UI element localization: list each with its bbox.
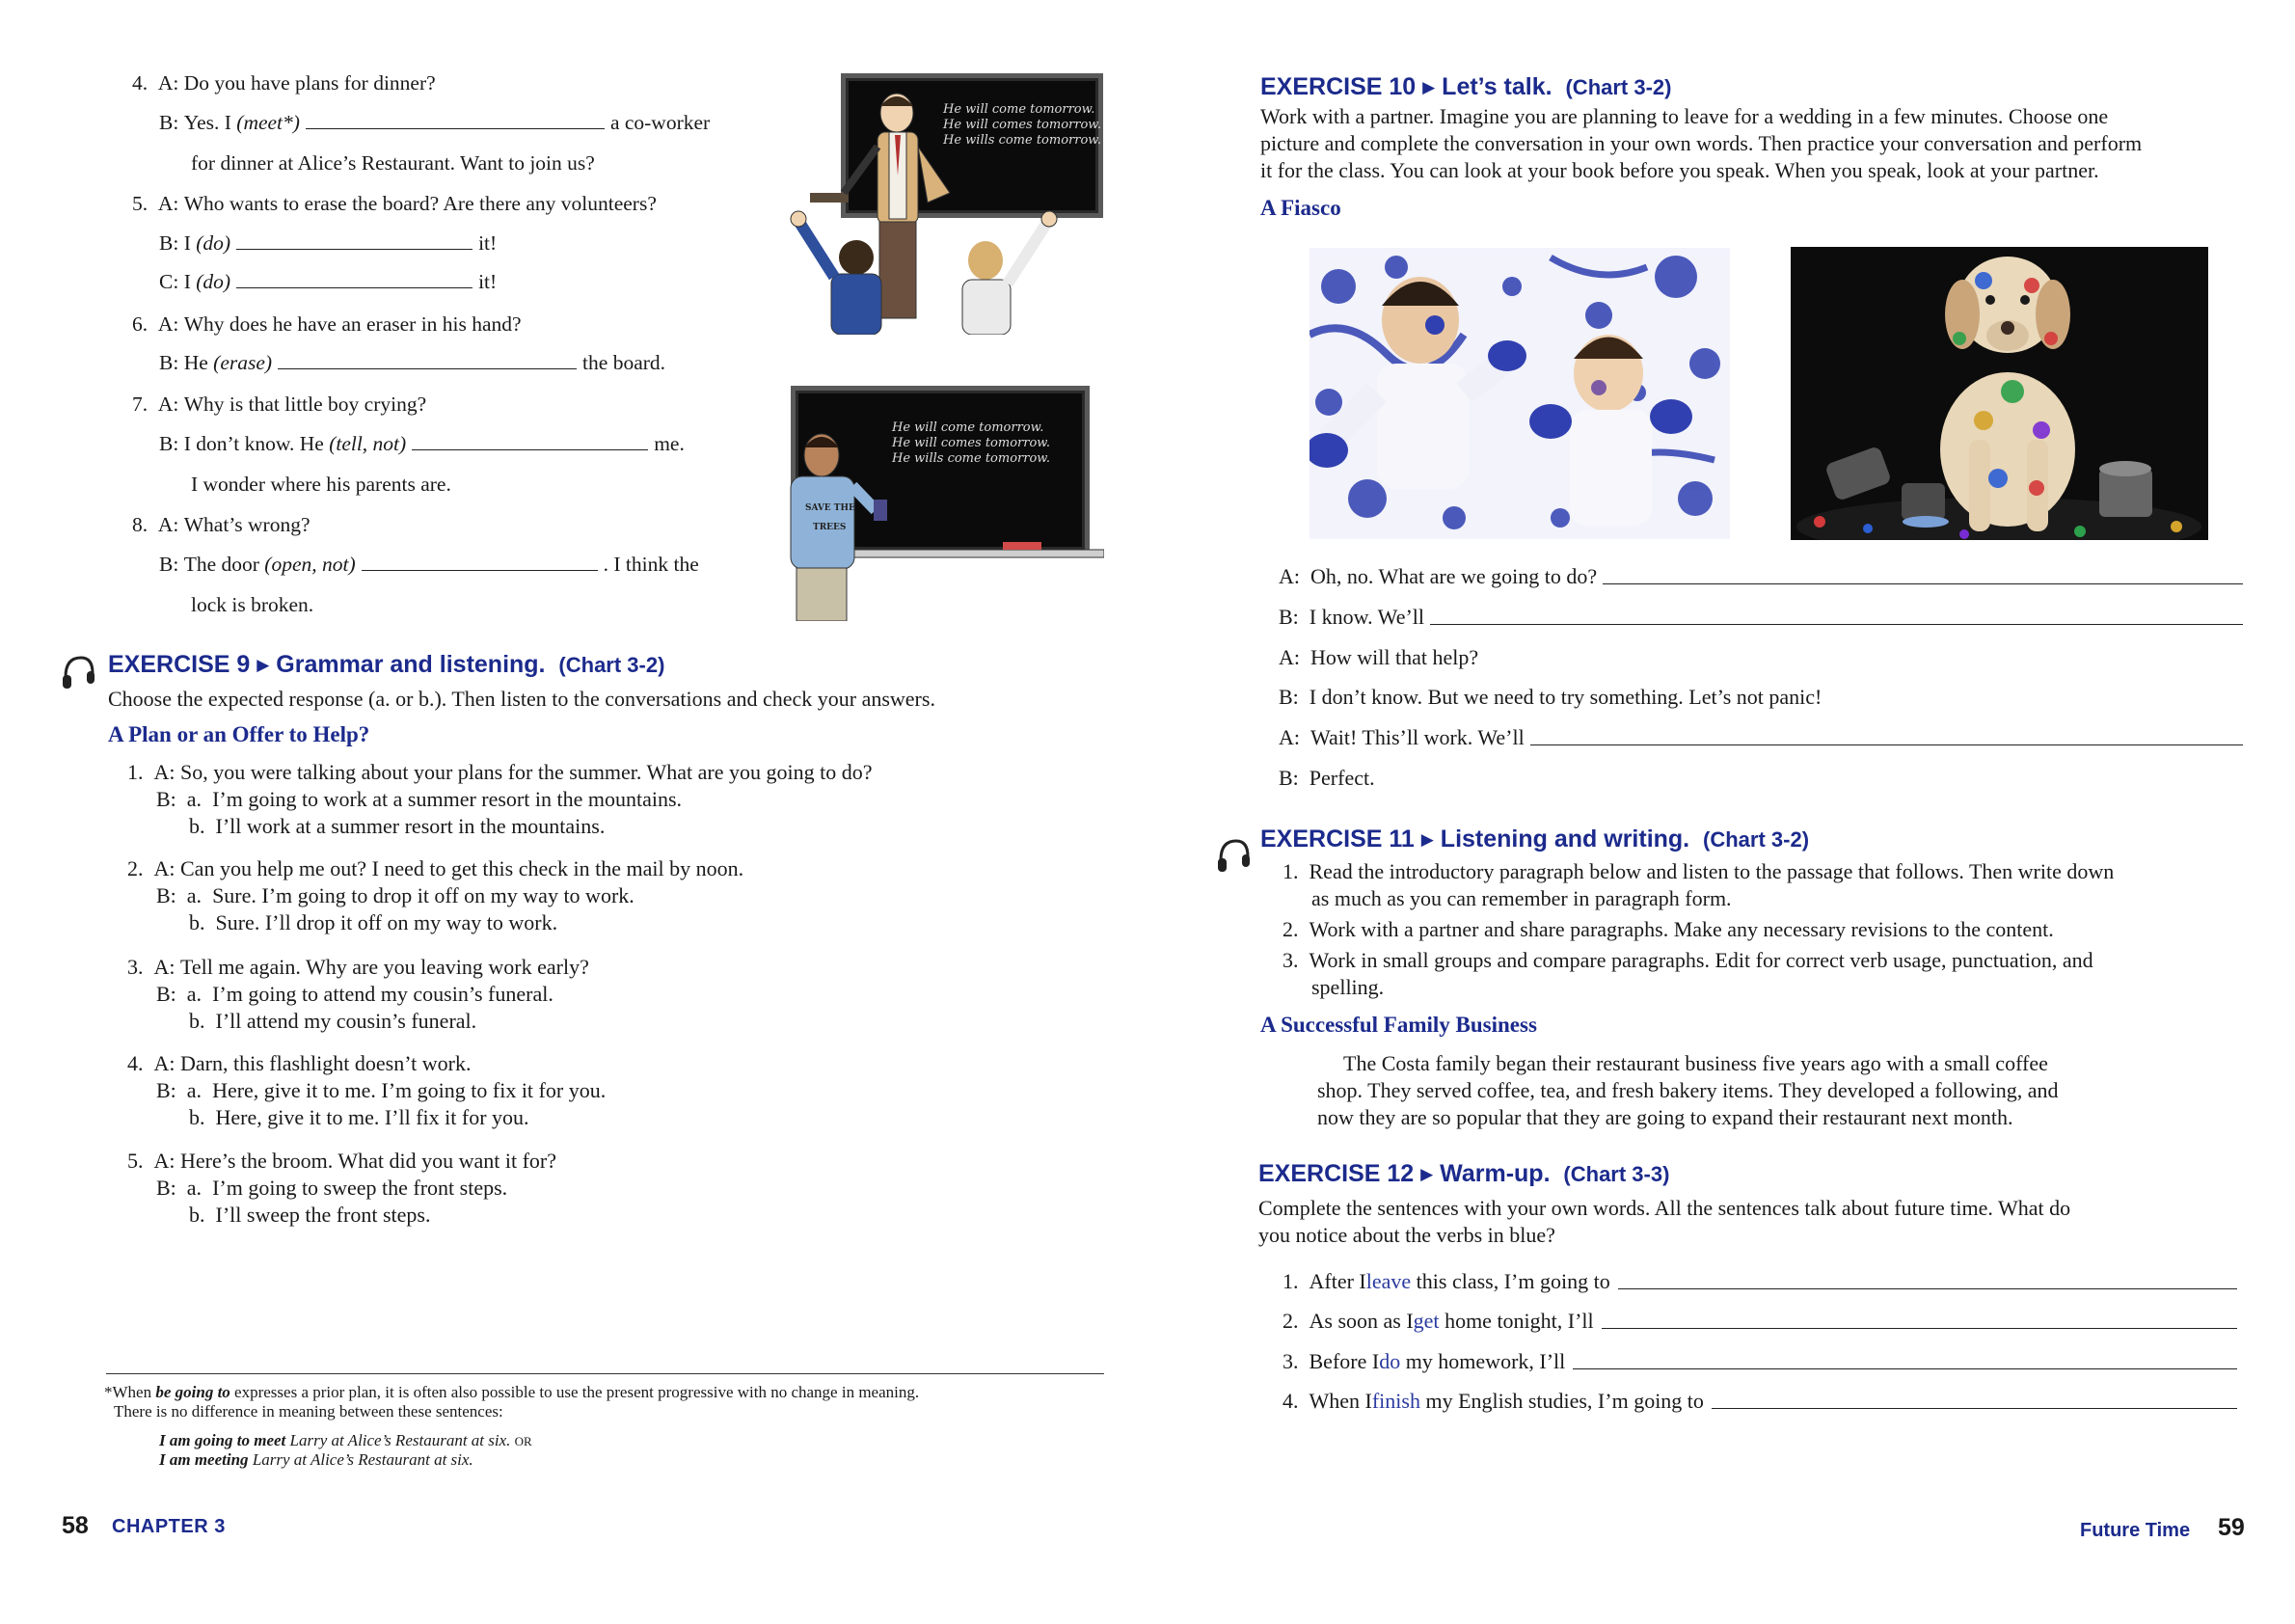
answer-blank[interactable] xyxy=(1603,564,2243,584)
ex9-item-2-option-b[interactable]: b. Sure. I’ll drop it off on my way to work. xyxy=(189,910,558,934)
ex9-item-3-option-a[interactable]: B: a. I’m going to attend my cousin’s funeral. xyxy=(156,982,554,1006)
ex9-item-2-question: 2. A: Can you help me out? I need to get this check in the mail by noon. xyxy=(127,856,744,880)
exercise-9-heading: EXERCISE 9 ▶ Grammar and listening. (Chart 3-2) xyxy=(108,651,665,678)
item-8-b: B: The door (open, not) . I think the xyxy=(159,553,699,576)
answer-blank[interactable] xyxy=(1573,1349,2237,1369)
ex11-step-3-line: spelling. xyxy=(1311,975,1385,999)
ex9-item-2-option-a[interactable]: B: a. Sure. I’m going to drop it off on my way to work. xyxy=(156,883,634,907)
ex9-item-4-option-a[interactable]: B: a. Here, give it to me. I’m going to fix it for you. xyxy=(156,1078,607,1102)
ex9-item-1-option-b[interactable]: b. I’ll work at a summer resort in the mountains. xyxy=(189,814,606,838)
exercise-12-instructions-2: you notice about the verbs in blue? xyxy=(1258,1223,1555,1247)
dialog-line: B: I know. We’ll xyxy=(1279,604,2243,631)
item-6-b: B: He (erase) the board. xyxy=(159,351,666,374)
ex11-step-2-line: 2. Work with a partner and share paragraphs. Make any necessary revisions to the content. xyxy=(1282,917,2054,941)
page-number-58: 58 xyxy=(62,1512,89,1539)
blue-verb: get xyxy=(1413,1309,1440,1333)
ex12-item: 3. Before I do my homework, I’ll xyxy=(1282,1348,2237,1375)
item-5-b: B: I (do) it! xyxy=(159,231,498,255)
item-4-a: 4. A: Do you have plans for dinner? xyxy=(132,71,436,95)
paragraph-line-2: shop. They served coffee, tea, and fresh bakery items. They developed a following, and xyxy=(1317,1078,2059,1102)
ex9-item-3-question: 3. A: Tell me again. Why are you leaving work early? xyxy=(127,955,589,979)
answer-blank[interactable] xyxy=(412,430,648,450)
kids-paint-photo xyxy=(1310,248,1730,539)
footer-title: Future Time xyxy=(2080,1520,2191,1541)
ex11-step-1-line: as much as you can remember in paragraph form. xyxy=(1311,886,1732,910)
item-8-cont: lock is broken. xyxy=(191,593,314,616)
ex12-item: 4. When I finish my English studies, I’m going to xyxy=(1282,1388,2237,1415)
footnote-example-1: I am going to meet Larry at Alice’s Restaurant at six. OR xyxy=(159,1431,532,1449)
dialog-line: A: Wait! This’ll work. We’ll xyxy=(1279,724,2243,751)
ex9-item-5-question: 5. A: Here’s the broom. What did you want it for? xyxy=(127,1149,556,1173)
item-5-c: C: I (do) it! xyxy=(159,270,498,293)
ex9-item-1-question: 1. A: So, you were talking about your plans for the summer. What are you going to do? xyxy=(127,760,873,784)
painted-dog-photo xyxy=(1791,247,2208,540)
ex9-item-5-option-b[interactable]: b. I’ll sweep the front steps. xyxy=(189,1203,431,1227)
footnote-rule xyxy=(106,1373,1104,1374)
ex9-item-3-option-b[interactable]: b. I’ll attend my cousin’s funeral. xyxy=(189,1009,477,1033)
answer-blank[interactable] xyxy=(1430,605,2243,625)
exercise-10-instructions-2: picture and complete the conversation in your own words. Then practice your conversation and perform xyxy=(1260,131,2143,155)
chalk-line: He will come tomorrow. xyxy=(892,420,1044,435)
answer-blank[interactable] xyxy=(278,349,577,369)
footnote-example-2: I am meeting Larry at Alice’s Restaurant at six. xyxy=(159,1450,473,1469)
shirt-text: SAVE THE TREES xyxy=(805,503,855,532)
chalk-line: He will come tomorrow. xyxy=(943,102,1095,117)
ex9-item-4-question: 4. A: Darn, this flashlight doesn’t work. xyxy=(127,1051,472,1075)
ex11-step-3-line: 3. Work in small groups and compare paragraphs. Edit for correct verb usage, punctuation, and xyxy=(1282,948,2093,972)
item-8-a: 8. A: What’s wrong? xyxy=(132,513,310,536)
answer-blank[interactable] xyxy=(362,551,598,571)
classroom-drawing xyxy=(771,69,1104,335)
exercise-12-heading: EXERCISE 12 ▶ Warm-up. (Chart 3-3) xyxy=(1258,1160,1670,1187)
teacher-illustration xyxy=(771,69,1104,335)
answer-blank[interactable] xyxy=(236,230,472,250)
dialog-line: B: I don’t know. But we need to try something. Let’s not panic! xyxy=(1279,685,1822,709)
chalk-line: He will comes tomorrow. xyxy=(892,436,1051,450)
page-number-59: 59 xyxy=(2218,1514,2245,1541)
item-7-b: B: I don’t know. He (tell, not) me. xyxy=(159,432,685,455)
ex11-step-1-line: 1. Read the introductory paragraph below and listen to the passage that follows. Then write down xyxy=(1282,859,2115,883)
chapter-label: CHAPTER 3 xyxy=(112,1516,226,1537)
dialog-line: A: Oh, no. What are we going to do? xyxy=(1279,563,2243,590)
ex9-item-1-option-a[interactable]: B: a. I’m going to work at a summer resort in the mountains. xyxy=(156,787,683,811)
boy-illustration xyxy=(771,380,1104,621)
answer-blank[interactable] xyxy=(236,268,472,288)
ex9-item-5-option-a[interactable]: B: a. I’m going to sweep the front steps. xyxy=(156,1176,508,1200)
headphones-icon xyxy=(1215,835,1252,878)
ex9-item-4-option-b[interactable]: b. Here, give it to me. I’ll fix it for you. xyxy=(189,1105,529,1129)
answer-blank[interactable] xyxy=(1712,1389,2237,1409)
exercise-10-subtitle: A Fiasco xyxy=(1260,196,1341,220)
answer-blank[interactable] xyxy=(1602,1309,2237,1329)
chalk-line: He wills come tomorrow. xyxy=(892,451,1051,466)
paragraph-line-1: The Costa family began their restaurant business five years ago with a small coffee xyxy=(1343,1051,2048,1075)
ex12-item: 1. After I leave this class, I’m going to xyxy=(1282,1268,2237,1295)
paragraph-line-3: now they are so popular that they are going to expand their restaurant next month. xyxy=(1317,1105,2013,1129)
blue-verb: leave xyxy=(1365,1269,1412,1293)
item-4-cont: for dinner at Alice’s Restaurant. Want to join us? xyxy=(191,151,595,175)
chalk-line: He will comes tomorrow. xyxy=(943,118,1102,132)
exercise-9-instructions: Choose the expected response (a. or b.). Then listen to the conversations and check your answers. xyxy=(108,687,935,711)
boy-drawing xyxy=(771,380,1104,621)
right-page xyxy=(1148,0,2295,1624)
footnote-line-2: There is no difference in meaning between these sentences: xyxy=(114,1402,503,1421)
exercise-10-instructions-3: it for the class. You can look at your book before you speak. When you speak, look at your partner. xyxy=(1260,158,2099,182)
triangle-icon: ▶ xyxy=(1420,830,1434,849)
blue-verb: do xyxy=(1379,1349,1401,1373)
item-7-a: 7. A: Why is that little boy crying? xyxy=(132,392,427,416)
exercise-10-instructions-1: Work with a partner. Imagine you are planning to leave for a wedding in a few minutes. Choose one xyxy=(1260,104,2109,128)
item-6-a: 6. A: Why does he have an eraser in his hand? xyxy=(132,312,522,336)
blue-verb: finish xyxy=(1371,1389,1420,1413)
answer-blank[interactable] xyxy=(1618,1269,2237,1289)
chalk-line: He wills come tomorrow. xyxy=(943,133,1102,148)
headphones-icon xyxy=(60,652,96,694)
footnote-line-1: *When be going to expresses a prior plan, it is often also possible to use the present progressive with no change in meaning. xyxy=(104,1383,920,1401)
triangle-icon: ▶ xyxy=(1422,78,1436,96)
item-7-cont: I wonder where his parents are. xyxy=(191,473,451,496)
exercise-10-heading: EXERCISE 10 ▶ Let’s talk. (Chart 3-2) xyxy=(1260,73,1672,100)
answer-blank[interactable] xyxy=(1530,725,2243,745)
exercise-11-heading: EXERCISE 11 ▶ Listening and writing. (Chart 3-2) xyxy=(1260,826,1810,853)
dialog-line: A: How will that help? xyxy=(1279,645,1479,669)
exercise-11-subtitle: A Successful Family Business xyxy=(1260,1013,1537,1037)
answer-blank[interactable] xyxy=(306,109,605,129)
ex12-item: 2. As soon as I get home tonight, I’ll xyxy=(1282,1308,2237,1335)
triangle-icon: ▶ xyxy=(1420,1165,1434,1183)
exercise-9-subtitle: A Plan or an Offer to Help? xyxy=(108,722,370,746)
dialog-line: B: Perfect. xyxy=(1279,766,1375,790)
item-4-b: B: Yes. I (meet*) a co-worker xyxy=(159,111,711,134)
exercise-12-instructions-1: Complete the sentences with your own words. All the sentences talk about future time. What do xyxy=(1258,1196,2071,1220)
item-5-a: 5. A: Who wants to erase the board? Are there any volunteers? xyxy=(132,192,657,215)
triangle-icon: ▶ xyxy=(256,656,270,674)
